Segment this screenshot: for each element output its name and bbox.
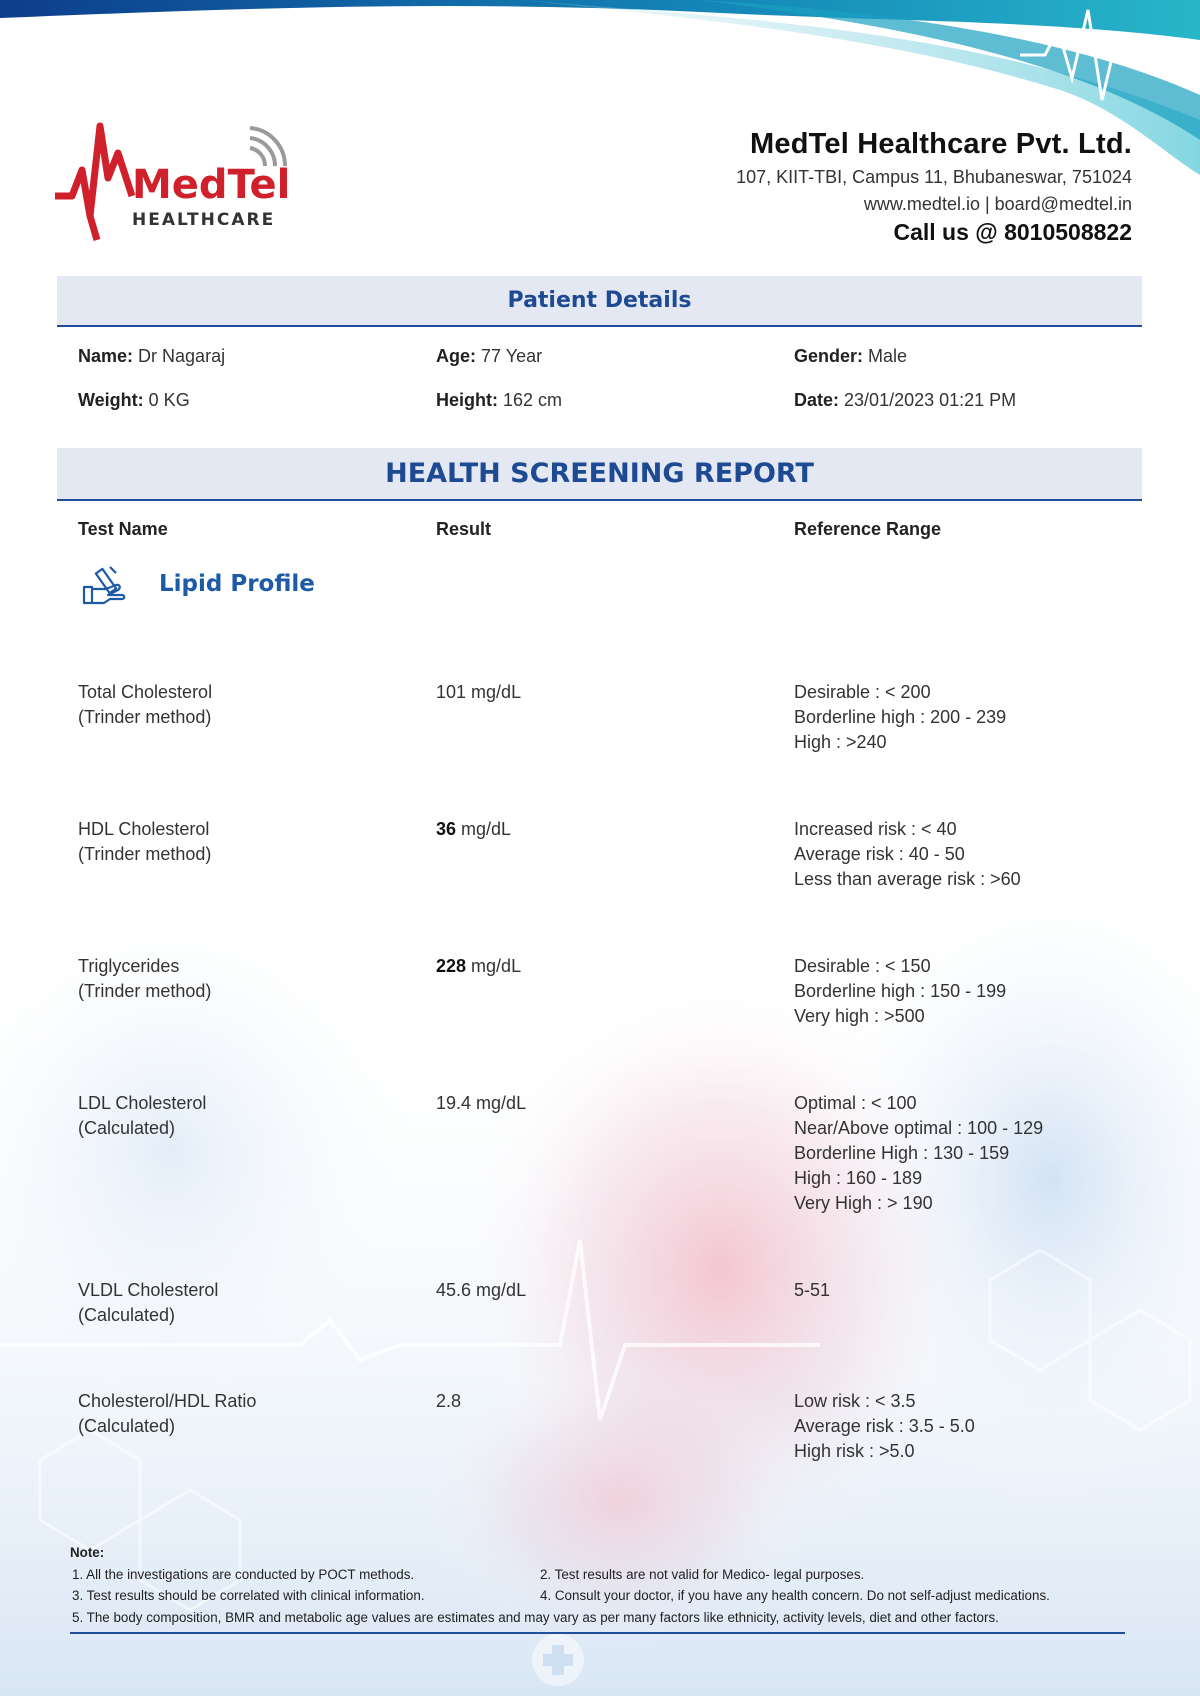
patient-age: Age: 77 Year <box>436 346 543 366</box>
test-range-cell: Desirable : < 150 Borderline high : 150 - 199 Very high : >500 <box>794 956 1007 1026</box>
note-2: 2. Test results are not valid for Medico- legal purposes. <box>540 1566 865 1582</box>
notes-line <box>70 1564 1130 1586</box>
test-result-cell: 19.4 mg/dL <box>436 1093 527 1113</box>
notes-line <box>70 1607 1130 1629</box>
patient-gender: Gender: Male <box>794 346 908 366</box>
test-name-cell: Cholesterol/HDL Ratio (Calculated) <box>78 1391 257 1436</box>
report-date: Date: 23/01/2023 01:21 PM <box>794 390 1017 410</box>
note-4: 4. Consult your doctor, if you have any health concern. Do not self-adjust medications. <box>540 1588 1050 1603</box>
company-info <box>736 128 1132 246</box>
note-5: 5. The body composition, BMR and metabolic age values are estimates and may vary as per many factors like ethnicity, activity levels, diet and other factors. <box>72 1609 999 1625</box>
test-range-cell: 5-51 <box>794 1280 831 1300</box>
notes-divider <box>70 1632 1125 1634</box>
col-reference-range: Reference Range <box>794 519 942 539</box>
test-name-cell: LDL Cholesterol (Calculated) <box>78 1093 207 1138</box>
test-tube-hand-icon <box>82 565 132 609</box>
patient-weight: Weight: 0 KG <box>78 390 190 410</box>
company-web-email: www.medtel.io | board@medtel.in <box>863 194 1132 214</box>
company-logo <box>50 118 300 248</box>
col-test-name: Test Name <box>78 519 168 539</box>
notes-heading: Note: <box>70 1545 105 1560</box>
test-name-cell: VLDL Cholesterol (Calculated) <box>78 1280 219 1325</box>
company-phone: Call us @ 8010508822 <box>893 219 1132 245</box>
test-range-cell: Optimal : < 100 Near/Above optimal : 100 - 129 Borderline High : 130 - 159 High : 160 - 189 Very High : > 190 <box>794 1093 1044 1213</box>
test-result-cell: 45.6 mg/dL <box>436 1280 527 1300</box>
section-title: Lipid Profile <box>159 571 315 597</box>
logo-med-text: MedTel <box>132 162 291 208</box>
lipid-profile-section <box>82 565 315 609</box>
test-result-cell: 101 mg/dL <box>436 682 522 702</box>
note-1: 1. All the investigations are conducted by POCT methods. <box>72 1566 415 1582</box>
test-name-cell: Total Cholesterol (Trinder method) <box>78 682 213 727</box>
patient-name: Name: Dr Nagaraj <box>78 346 226 366</box>
test-result-cell: 228 mg/dL <box>436 956 522 976</box>
company-address: 107, KIIT-TBI, Campus 11, Bhubaneswar, 751024 <box>736 167 1132 187</box>
notes-line <box>70 1585 1130 1607</box>
col-result: Result <box>436 519 492 539</box>
company-name: MedTel Healthcare Pvt. Ltd. <box>750 128 1132 160</box>
test-name-cell: Triglycerides (Trinder method) <box>78 956 212 1001</box>
logo-subtext: HEALTHCARE <box>132 210 276 230</box>
notes-section <box>70 1542 1130 1634</box>
note-3: 3. Test results should be correlated with clinical information. <box>72 1588 425 1603</box>
report-title: HEALTH SCREENING REPORT <box>57 448 1142 501</box>
test-range-cell: Increased risk : < 40 Average risk : 40 - 50 Less than average risk : >60 <box>794 819 1021 889</box>
patient-height: Height: 162 cm <box>436 390 563 410</box>
test-result-cell: 2.8 <box>436 1391 462 1411</box>
test-range-cell: Desirable : < 200 Borderline high : 200 - 239 High : >240 <box>794 682 1007 752</box>
patient-details-header: Patient Details <box>57 276 1142 327</box>
test-name-cell: HDL Cholesterol (Trinder method) <box>78 819 212 864</box>
test-range-cell: Low risk : < 3.5 Average risk : 3.5 - 5.0 High risk : >5.0 <box>794 1391 975 1461</box>
test-result-cell: 36 mg/dL <box>436 819 512 839</box>
